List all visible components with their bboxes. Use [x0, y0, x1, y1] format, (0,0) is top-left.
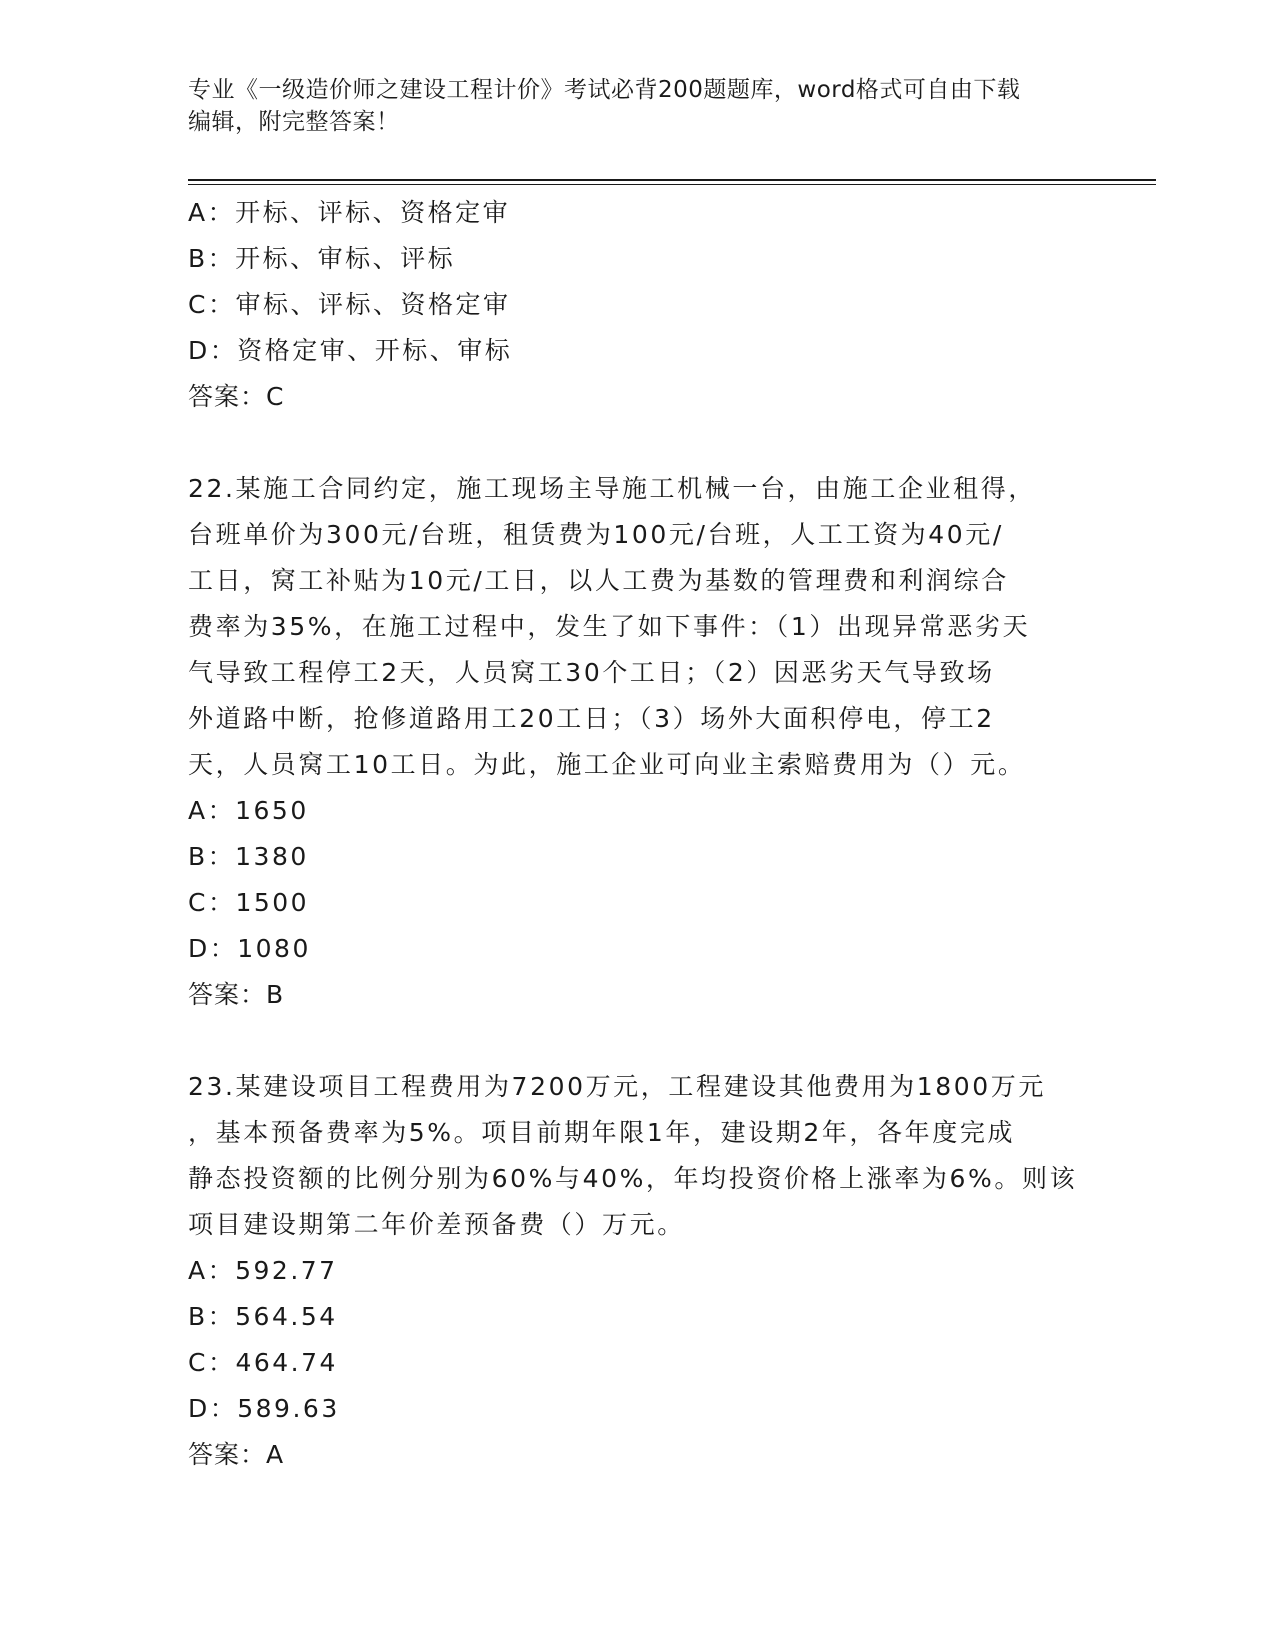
question-stem-line: 天，人员窝工10工日。为此，施工企业可向业主索赔费用为（）元。	[188, 750, 1026, 779]
header-line-2: 编辑，附完整答案！	[188, 109, 400, 135]
answer: 答案：B	[188, 980, 285, 1009]
question-list	[188, 190, 1088, 1478]
option-b: B：564.54	[188, 1302, 338, 1331]
question-stem-line: 工日，窝工补贴为10元/工日，以人工费为基数的管理费和利润综合	[188, 566, 1009, 595]
option-a: A：开标、评标、资格定审	[188, 198, 511, 227]
option-c: C：审标、评标、资格定审	[188, 290, 511, 319]
answer: 答案：C	[188, 382, 285, 411]
document-header	[188, 74, 1088, 138]
question-stem-line: 静态投资额的比例分别为60%与40%，年均投资价格上涨率为6%。则该	[188, 1164, 1078, 1193]
option-a: A：592.77	[188, 1256, 338, 1285]
header-divider-thick	[188, 179, 1156, 181]
option-d: D：589.63	[188, 1394, 340, 1423]
spacer	[188, 420, 1088, 466]
question-stem-line: 费率为35%，在施工过程中，发生了如下事件：（1）出现异常恶劣天	[188, 612, 1031, 641]
question-23	[188, 1064, 1088, 1478]
option-c: C：464.74	[188, 1348, 338, 1377]
option-c: C：1500	[188, 888, 310, 917]
option-a: A：1650	[188, 796, 309, 825]
question-stem-line: 气导致工程停工2天，人员窝工30个工日；（2）因恶劣天气导致场	[188, 658, 995, 687]
question-21	[188, 190, 1088, 420]
question-stem-line: 22.某施工合同约定，施工现场主导施工机械一台，由施工企业租得，	[188, 474, 1036, 503]
question-stem-line: 23.某建设项目工程费用为7200万元，工程建设其他费用为1800万元	[188, 1072, 1047, 1101]
option-b: B：1380	[188, 842, 309, 871]
header-divider-thin	[188, 184, 1156, 185]
question-stem-line: ，基本预备费率为5%。项目前期年限1年，建设期2年，各年度完成	[188, 1118, 1016, 1147]
option-b: B：开标、审标、评标	[188, 244, 456, 273]
answer: 答案：A	[188, 1440, 285, 1469]
question-stem-line: 项目建设期第二年价差预备费（）万元。	[188, 1210, 685, 1239]
spacer	[188, 1018, 1088, 1064]
question-stem-line: 台班单价为300元/台班，租赁费为100元/台班，人工工资为40元/	[188, 520, 1004, 549]
option-d: D：资格定审、开标、审标	[188, 336, 513, 365]
question-22	[188, 466, 1088, 1018]
question-stem-line: 外道路中断，抢修道路用工20工日；（3）场外大面积停电，停工2	[188, 704, 995, 733]
header-line-1: 专业《一级造价师之建设工程计价》考试必背200题题库，word格式可自由下载	[188, 77, 1021, 103]
option-d: D：1080	[188, 934, 311, 963]
